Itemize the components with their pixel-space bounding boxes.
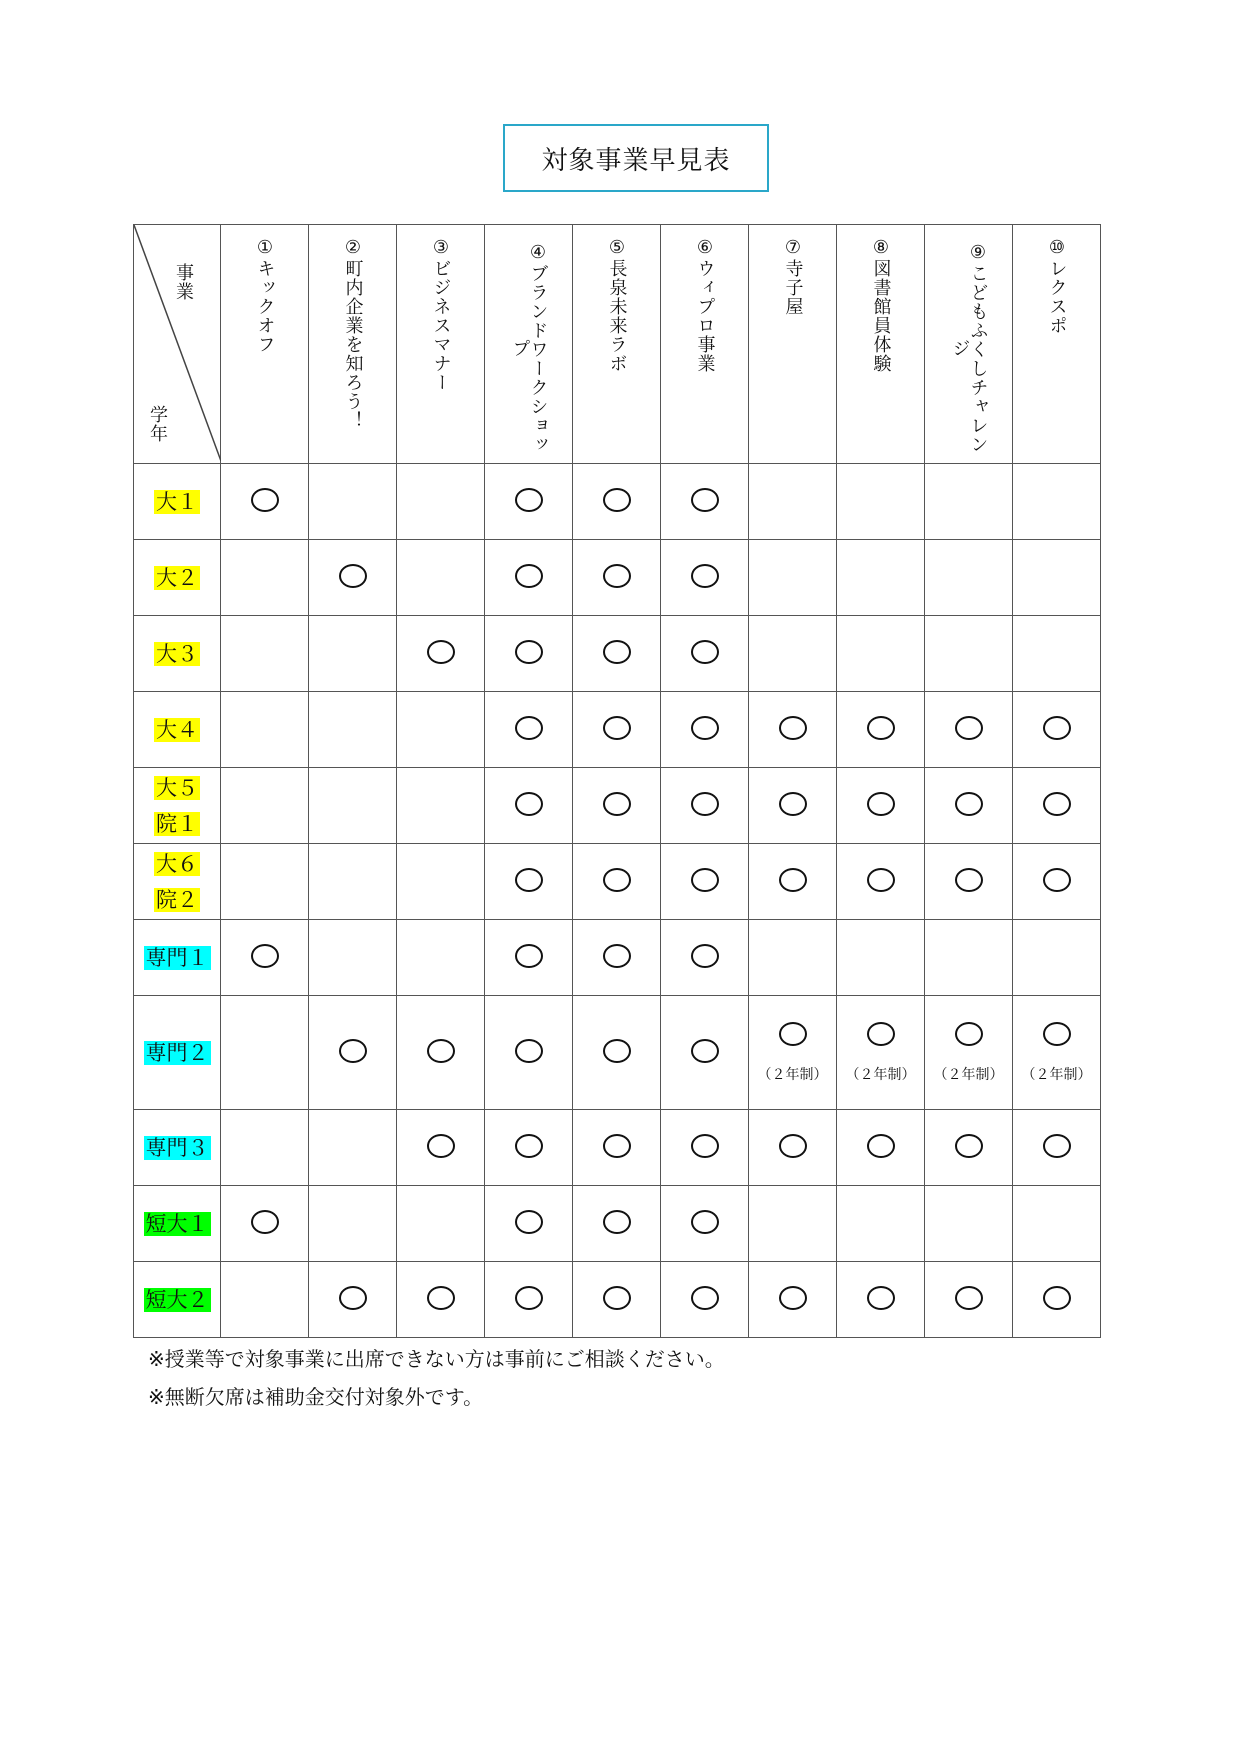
circle-mark-icon <box>691 868 719 892</box>
table-cell <box>925 1110 1013 1186</box>
table-cell <box>749 844 837 920</box>
circle-mark-icon <box>339 564 367 588</box>
table-cell <box>485 540 573 616</box>
grade-label-text: 大４ <box>156 717 198 742</box>
table-cell <box>573 464 661 540</box>
grade-label-text: 短大２ <box>145 1287 209 1312</box>
table-row <box>134 1110 1101 1186</box>
table-cell <box>661 692 749 768</box>
grade-label-text: 院１ <box>156 811 198 836</box>
table-cell <box>221 464 309 540</box>
circle-mark-icon <box>515 1210 543 1234</box>
grade-label-text: 大３ <box>156 641 198 666</box>
circle-mark-icon <box>779 792 807 816</box>
circle-mark-icon <box>779 1134 807 1158</box>
schedule-table <box>133 224 1101 1338</box>
table-cell <box>749 464 837 540</box>
table-cell <box>485 1110 573 1186</box>
circle-mark-icon <box>427 1134 455 1158</box>
circle-mark-icon <box>339 1039 367 1063</box>
table-cell <box>485 920 573 996</box>
table-cell <box>485 464 573 540</box>
grade-label <box>134 768 221 844</box>
circle-mark-icon <box>691 564 719 588</box>
header-row <box>134 225 1101 464</box>
circle-mark-icon <box>515 640 543 664</box>
circle-mark-icon <box>427 1286 455 1310</box>
table-cell <box>309 616 397 692</box>
grade-label <box>134 996 221 1110</box>
table-cell <box>837 920 925 996</box>
circle-mark-icon <box>955 716 983 740</box>
table-cell <box>661 616 749 692</box>
grade-label <box>134 1262 221 1338</box>
table-cell <box>309 844 397 920</box>
corner-cell <box>134 225 221 464</box>
table-cell <box>309 1262 397 1338</box>
cell-note: （２年制） <box>1021 1066 1092 1083</box>
circle-mark-icon <box>955 1022 983 1046</box>
grade-label-text: 専門２ <box>145 1040 209 1065</box>
table-cell <box>485 1186 573 1262</box>
table-cell <box>573 1262 661 1338</box>
circle-mark-icon <box>1043 1022 1071 1046</box>
circle-mark-icon <box>691 944 719 968</box>
column-header: ②町内企業を知ろう！ <box>309 225 397 464</box>
table-cell <box>661 540 749 616</box>
table-cell <box>485 996 573 1110</box>
table-cell <box>397 616 485 692</box>
table-cell <box>397 1262 485 1338</box>
circle-mark-icon <box>779 716 807 740</box>
table-cell <box>221 1110 309 1186</box>
table-cell <box>837 768 925 844</box>
table-cell <box>485 1262 573 1338</box>
circle-mark-icon <box>1043 868 1071 892</box>
grade-label-text: 院２ <box>156 887 198 912</box>
table-cell <box>485 692 573 768</box>
circle-mark-icon <box>603 1134 631 1158</box>
footnotes <box>148 1340 725 1416</box>
circle-mark-icon <box>427 1039 455 1063</box>
grade-label <box>134 920 221 996</box>
table-cell <box>397 540 485 616</box>
circle-mark-icon <box>251 1210 279 1234</box>
table-cell <box>749 920 837 996</box>
table-cell <box>837 1110 925 1186</box>
table-row <box>134 768 1101 844</box>
table-cell <box>1013 768 1101 844</box>
column-header: ⑩レクスポ <box>1013 225 1101 464</box>
table-cell <box>749 768 837 844</box>
circle-mark-icon <box>955 1134 983 1158</box>
table-cell <box>837 1262 925 1338</box>
table-cell <box>661 844 749 920</box>
circle-mark-icon <box>867 1022 895 1046</box>
circle-mark-icon <box>867 1286 895 1310</box>
column-header: ③ビジネスマナー <box>397 225 485 464</box>
table-cell <box>397 996 485 1110</box>
table-cell <box>309 1110 397 1186</box>
grade-label <box>134 1110 221 1186</box>
table-cell <box>1013 1262 1101 1338</box>
table-cell <box>309 996 397 1110</box>
table-cell <box>749 1110 837 1186</box>
circle-mark-icon <box>603 868 631 892</box>
table-cell <box>397 1186 485 1262</box>
circle-mark-icon <box>691 1210 719 1234</box>
table-cell <box>661 1110 749 1186</box>
grade-label-text: 専門３ <box>145 1135 209 1160</box>
circle-mark-icon <box>779 868 807 892</box>
circle-mark-icon <box>515 868 543 892</box>
cell-note: （２年制） <box>933 1066 1004 1083</box>
circle-mark-icon <box>515 1134 543 1158</box>
circle-mark-icon <box>691 716 719 740</box>
circle-mark-icon <box>691 640 719 664</box>
table-row <box>134 1186 1101 1262</box>
table-cell <box>309 768 397 844</box>
table-cell <box>1013 1110 1101 1186</box>
circle-mark-icon <box>1043 716 1071 740</box>
table-cell <box>221 540 309 616</box>
grade-label-text: 大６ <box>156 851 198 876</box>
table-cell <box>925 616 1013 692</box>
circle-mark-icon <box>1043 1134 1071 1158</box>
circle-mark-icon <box>779 1022 807 1046</box>
table-cell <box>925 692 1013 768</box>
circle-mark-icon <box>603 716 631 740</box>
table-cell <box>221 768 309 844</box>
table-cell <box>661 768 749 844</box>
table-row <box>134 540 1101 616</box>
circle-mark-icon <box>691 792 719 816</box>
table-cell <box>925 464 1013 540</box>
column-header: ①キックオフ <box>221 225 309 464</box>
grade-label-text: 大１ <box>156 489 198 514</box>
table-cell <box>661 1186 749 1262</box>
grade-label <box>134 1186 221 1262</box>
table-cell <box>1013 844 1101 920</box>
column-header: ⑨こどもふくしチャレンジ <box>925 225 1013 464</box>
table-cell <box>573 692 661 768</box>
table-cell <box>573 768 661 844</box>
corner-label-program: 事業 <box>173 263 194 301</box>
circle-mark-icon <box>251 944 279 968</box>
circle-mark-icon <box>955 868 983 892</box>
table-cell <box>925 1262 1013 1338</box>
table-cell <box>837 464 925 540</box>
table-cell <box>221 996 309 1110</box>
table-row <box>134 464 1101 540</box>
table-cell <box>1013 1186 1101 1262</box>
circle-mark-icon <box>1043 792 1071 816</box>
circle-mark-icon <box>603 488 631 512</box>
column-header: ⑥ウィプロ事業 <box>661 225 749 464</box>
circle-mark-icon <box>603 1286 631 1310</box>
table-cell <box>925 768 1013 844</box>
table-cell <box>221 1262 309 1338</box>
circle-mark-icon <box>691 1134 719 1158</box>
table-cell <box>837 692 925 768</box>
table-cell <box>309 540 397 616</box>
table-cell <box>573 920 661 996</box>
table-cell <box>837 844 925 920</box>
table-cell <box>573 1186 661 1262</box>
circle-mark-icon <box>515 792 543 816</box>
table-cell <box>221 616 309 692</box>
column-header: ⑧図書館員体験 <box>837 225 925 464</box>
table-cell <box>573 540 661 616</box>
circle-mark-icon <box>779 1286 807 1310</box>
circle-mark-icon <box>427 640 455 664</box>
table-cell <box>397 920 485 996</box>
table-row <box>134 844 1101 920</box>
table-cell <box>1013 540 1101 616</box>
cell-note: （２年制） <box>757 1066 828 1083</box>
table-row <box>134 692 1101 768</box>
circle-mark-icon <box>603 792 631 816</box>
column-header: ⑤長泉未来ラボ <box>573 225 661 464</box>
corner-label-grade: 学年 <box>147 405 168 443</box>
circle-mark-icon <box>603 1210 631 1234</box>
table-row <box>134 616 1101 692</box>
table-cell <box>221 1186 309 1262</box>
grade-label-text: 大５ <box>156 775 198 800</box>
table-cell <box>749 616 837 692</box>
column-header: ④ブランドワークショップ <box>485 225 573 464</box>
table-cell <box>749 692 837 768</box>
table-cell <box>1013 920 1101 996</box>
table-cell <box>397 464 485 540</box>
table-cell <box>1013 616 1101 692</box>
table-row <box>134 996 1101 1110</box>
circle-mark-icon <box>603 1039 631 1063</box>
footnote: ※授業等で対象事業に出席できない方は事前にご相談ください。 <box>148 1347 725 1371</box>
table-cell <box>485 616 573 692</box>
table-cell <box>749 1186 837 1262</box>
table-cell <box>397 768 485 844</box>
table-cell <box>309 692 397 768</box>
circle-mark-icon <box>955 1286 983 1310</box>
circle-mark-icon <box>515 564 543 588</box>
grade-label <box>134 844 221 920</box>
table-cell <box>309 464 397 540</box>
table-cell <box>1013 692 1101 768</box>
table-cell <box>573 844 661 920</box>
table-cell <box>485 768 573 844</box>
grade-label-text: 大２ <box>156 565 198 590</box>
table-cell <box>749 540 837 616</box>
table-cell <box>837 616 925 692</box>
circle-mark-icon <box>955 792 983 816</box>
table-cell <box>749 996 837 1110</box>
table-cell <box>221 920 309 996</box>
circle-mark-icon <box>867 716 895 740</box>
table-cell <box>397 692 485 768</box>
circle-mark-icon <box>691 1286 719 1310</box>
table-cell <box>837 996 925 1110</box>
grade-label <box>134 464 221 540</box>
circle-mark-icon <box>515 488 543 512</box>
table-cell <box>925 996 1013 1110</box>
circle-mark-icon <box>867 792 895 816</box>
table-cell <box>925 844 1013 920</box>
table-cell <box>925 540 1013 616</box>
table-cell <box>749 1262 837 1338</box>
table-cell <box>221 844 309 920</box>
table-cell <box>573 1110 661 1186</box>
circle-mark-icon <box>1043 1286 1071 1310</box>
circle-mark-icon <box>867 868 895 892</box>
table-cell <box>485 844 573 920</box>
table-cell <box>397 844 485 920</box>
table-cell <box>661 464 749 540</box>
circle-mark-icon <box>691 1039 719 1063</box>
circle-mark-icon <box>603 640 631 664</box>
cell-note: （２年制） <box>845 1066 916 1083</box>
circle-mark-icon <box>867 1134 895 1158</box>
page-title: 対象事業早見表 <box>503 124 769 192</box>
table-cell <box>1013 464 1101 540</box>
table-cell <box>925 920 1013 996</box>
table-row <box>134 920 1101 996</box>
table-cell <box>573 996 661 1110</box>
circle-mark-icon <box>339 1286 367 1310</box>
circle-mark-icon <box>251 488 279 512</box>
table-cell <box>837 1186 925 1262</box>
circle-mark-icon <box>515 716 543 740</box>
table-cell <box>309 1186 397 1262</box>
table-cell <box>837 540 925 616</box>
grade-label <box>134 540 221 616</box>
table-cell <box>573 616 661 692</box>
table-cell <box>661 920 749 996</box>
table-cell <box>397 1110 485 1186</box>
circle-mark-icon <box>691 488 719 512</box>
grade-label-text: 短大１ <box>145 1211 209 1236</box>
circle-mark-icon <box>515 944 543 968</box>
circle-mark-icon <box>515 1286 543 1310</box>
circle-mark-icon <box>515 1039 543 1063</box>
grade-label <box>134 616 221 692</box>
table-cell <box>309 920 397 996</box>
grade-label-text: 専門１ <box>145 945 209 970</box>
table-cell <box>1013 996 1101 1110</box>
table-row <box>134 1262 1101 1338</box>
circle-mark-icon <box>603 564 631 588</box>
circle-mark-icon <box>603 944 631 968</box>
table-cell <box>221 692 309 768</box>
footnote: ※無断欠席は補助金交付対象外です。 <box>148 1385 484 1409</box>
table-cell <box>925 1186 1013 1262</box>
grade-label <box>134 692 221 768</box>
table-cell <box>661 1262 749 1338</box>
column-header: ⑦寺子屋 <box>749 225 837 464</box>
table-cell <box>661 996 749 1110</box>
